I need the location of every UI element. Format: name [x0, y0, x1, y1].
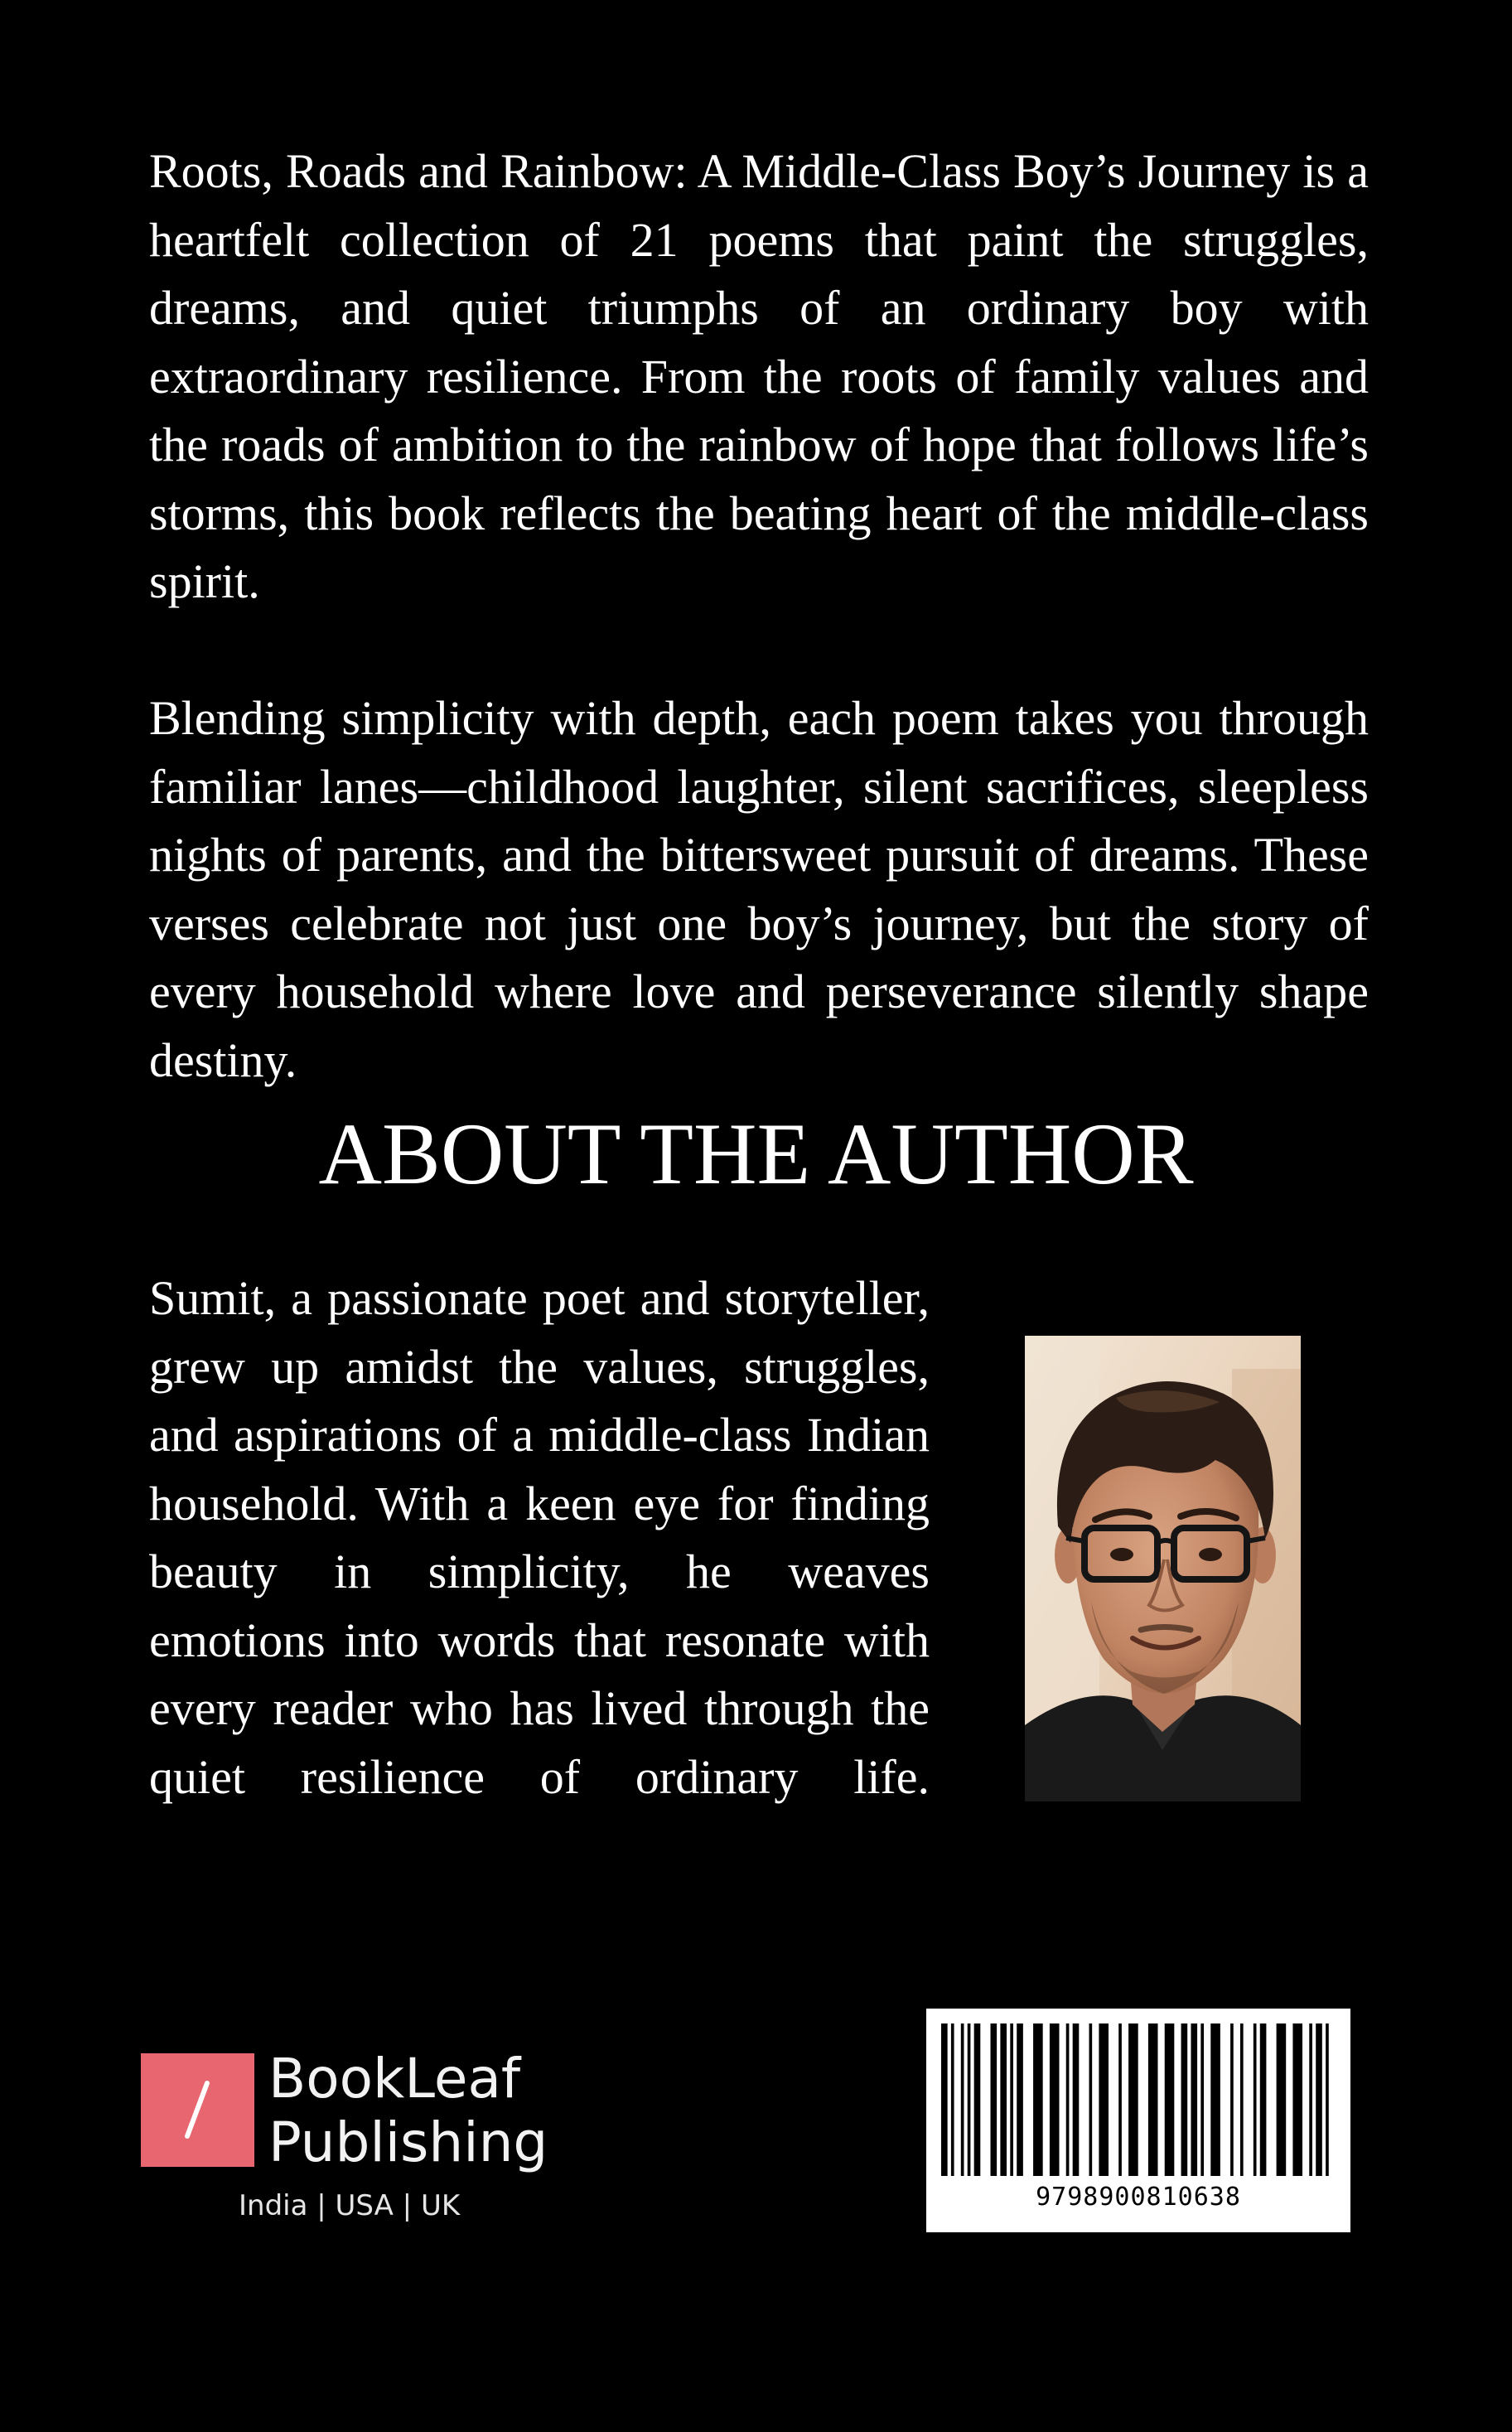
barcode-bar [1292, 2023, 1302, 2176]
barcode-bar [1210, 2023, 1220, 2176]
barcode-bar [1010, 2023, 1013, 2176]
author-photo [1025, 1336, 1301, 1801]
barcode-bar [1240, 2023, 1244, 2176]
publisher-name-line-1: BookLeaf [268, 2047, 521, 2110]
publisher-regions: India | USA | UK [239, 2189, 461, 2222]
barcode-bar [1148, 2023, 1158, 2176]
barcode-bar [974, 2023, 981, 2176]
barcode-bar [1181, 2023, 1188, 2176]
blurb-paragraph-2: Blending simplicity with depth, each poem takes you through familiar lanes—childhood laughter, silent sacrifices, sleepless nights of parents, and the bittersweet pursuit of dreams. These verses celebrate not just one boy’s journey, but the story of every household where love and perseverance silently shape destiny. [149, 691, 1369, 1087]
barcode-bar [1277, 2023, 1287, 2176]
barcode-bar [1073, 2023, 1080, 2176]
barcode-bar [1191, 2023, 1197, 2176]
barcode-bar [991, 2023, 998, 2176]
isbn-barcode [926, 2009, 1350, 2232]
barcode-bar [1033, 2023, 1043, 2176]
barcode-bar [1254, 2023, 1257, 2176]
barcode-bar [1260, 2023, 1267, 2176]
barcode-bar [1017, 2023, 1023, 2176]
barcode-bar [1309, 2023, 1312, 2176]
barcode-bars [926, 2009, 1350, 2183]
blurb-paragraph-1: Roots, Roads and Rainbow: A Middle-Class Boy’s Journey is a heartfelt collection of 21 poems that paint the struggles, dreams, and quiet triumphs of an ordinary boy with extraordinary resilience. From the roots of family values and the roads of ambition to the rainbow of hope that follows life’s storms, this book reflects the beating heart of the middle-class spirit. [149, 144, 1369, 608]
barcode-bar [1118, 2023, 1122, 2176]
barcode-bar [951, 2023, 954, 2176]
barcode-bar [1050, 2023, 1060, 2176]
barcode-bar [1128, 2023, 1138, 2176]
about-author-heading: ABOUT THE AUTHOR [318, 1105, 1194, 1202]
barcode-bar [1000, 2023, 1007, 2176]
publisher-logo [141, 2047, 572, 2252]
barcode-bar [1230, 2023, 1234, 2176]
barcode-bar [961, 2023, 964, 2176]
barcode-bar [941, 2023, 948, 2176]
barcode-bar [1165, 2023, 1175, 2176]
publisher-name-line-2: Publishing [268, 2110, 548, 2174]
publisher-name [268, 2047, 548, 2174]
slash-icon [141, 2053, 254, 2167]
barcode-bar [1066, 2023, 1070, 2176]
isbn-number: 9798900810638 [1036, 2183, 1241, 2212]
barcode-bar [1099, 2023, 1109, 2176]
barcode-bar [1089, 2023, 1093, 2176]
barcode-bar [1200, 2023, 1204, 2176]
barcode-bar [968, 2023, 971, 2176]
author-bio: Sumit, a passionate poet and storyteller, grew up amidst the values, struggles, and aspirations of a middle-class Indian household. With a keen eye for finding beauty in simplicity, he weaves emotions into words that resonate with every reader who has lived through the quiet resilience of ordinary life. [149, 1271, 930, 1804]
barcode-bar [1326, 2023, 1329, 2176]
barcode-bar [1316, 2023, 1322, 2176]
